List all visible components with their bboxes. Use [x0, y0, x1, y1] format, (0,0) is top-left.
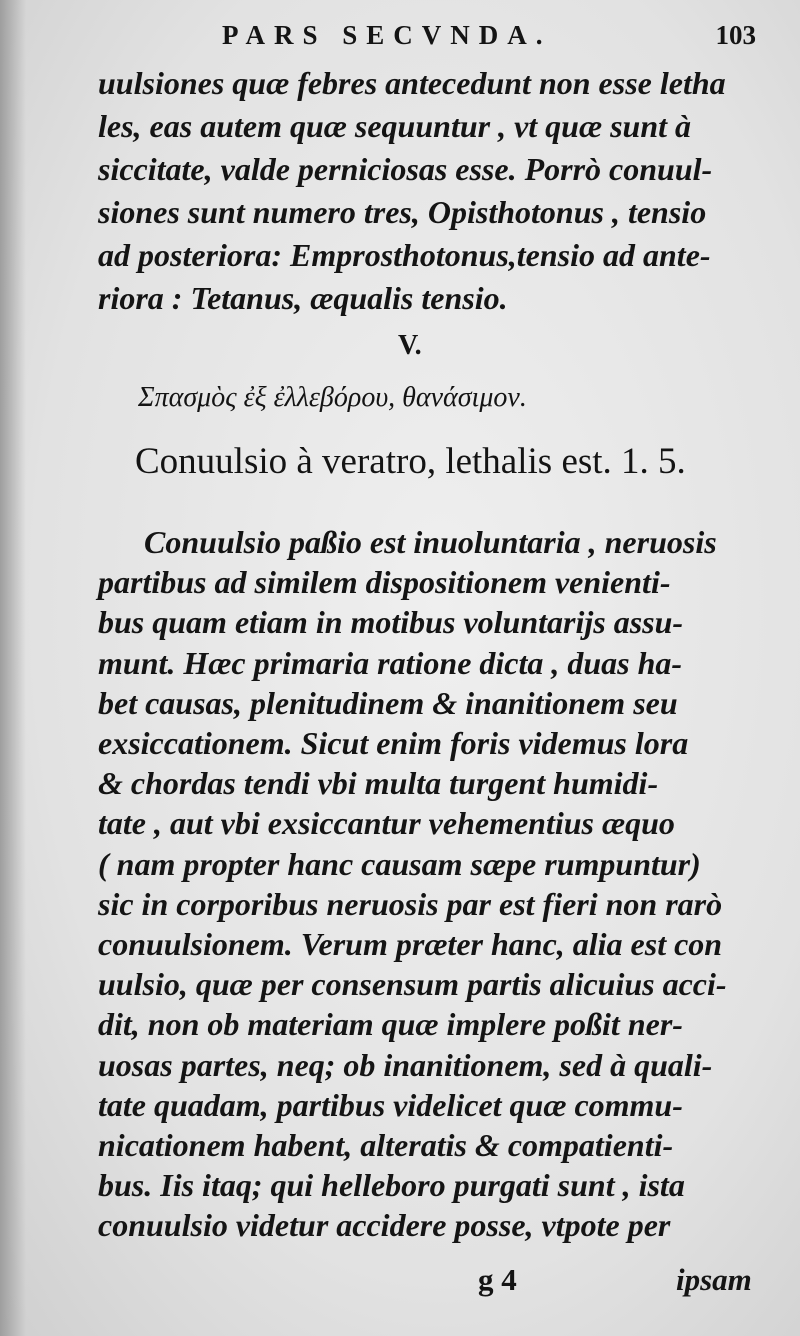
commentary-paragraph: [98, 522, 758, 1246]
text-line: uulsio, quæ per consensum partis alicuius acci-: [98, 966, 727, 1003]
running-head: [0, 8, 800, 48]
text-line: bus. Iis itaq; qui helleboro purgati sunt , ista: [98, 1167, 685, 1204]
catchword: ipsam: [676, 1262, 752, 1297]
text-line: tate , aut vbi exsiccantur vehementius æquo: [98, 805, 675, 842]
text-line: bet causas, plenitudinem & inanitionem seu: [98, 684, 678, 721]
text-line: Conuulsio paßio est inuoluntaria , neruosis: [144, 524, 717, 560]
text-line: sic in corporibus neruosis par est fieri non rarò: [98, 885, 723, 922]
text-line: conuulsio videtur accidere posse, vtpote per: [98, 1207, 671, 1244]
page-gutter-shadow: [0, 0, 26, 1336]
text-line: nicationem habent, alteratis & compatienti-: [98, 1127, 674, 1164]
text-line: munt. Hæc primaria ratione dicta , duas ha-: [98, 644, 683, 681]
latin-aphorism: Conuulsio à veratro, lethalis est. 1. 5.: [135, 441, 686, 482]
text-line: bus quam etiam in motibus voluntarijs assu-: [98, 604, 684, 641]
text-line: ad posteriora: Emprosthotonus,tensio ad ante-: [98, 237, 711, 273]
text-line: uulsiones quæ febres antecedunt non esse letha: [98, 65, 726, 101]
text-line: ( nam propter hanc causam sæpe rumpuntur): [98, 845, 701, 882]
text-line: & chordas tendi vbi multa turgent humidi-: [98, 765, 659, 802]
text-line: les, eas autem quæ sequuntur , vt quæ sunt à: [98, 108, 692, 144]
text-line: siccitate, valde perniciosas esse. Porrò conuul-: [98, 151, 713, 187]
text-line: siones sunt numero tres, Opisthotonus , tensio: [98, 194, 707, 230]
text-line: exsiccationem. Sicut enim foris videmus lora: [98, 725, 689, 762]
text-line: conuulsionem. Verum præter hanc, alia est con: [98, 926, 723, 963]
running-title: PARS SECVNDA.: [222, 20, 552, 50]
top-paragraph: [98, 62, 758, 320]
section-number: V.: [398, 330, 422, 361]
text-line: riora : Tetanus, æqualis tensio.: [98, 280, 508, 316]
text-line: dit, non ob materiam quæ implere poßit ner-: [98, 1006, 683, 1043]
text-line: uosas partes, neq; ob inanitionem, sed à quali-: [98, 1046, 713, 1083]
signature-mark: g 4: [478, 1262, 517, 1297]
text-line: tate quadam, partibus videlicet quæ commu-: [98, 1086, 683, 1123]
page-number: 103: [715, 20, 756, 50]
text-line: partibus ad similem dispositionem venienti-: [98, 564, 671, 601]
greek-aphorism: Σπασμὸς ἐξ ἐλλεβόρου, θανάσιμον.: [138, 382, 527, 413]
